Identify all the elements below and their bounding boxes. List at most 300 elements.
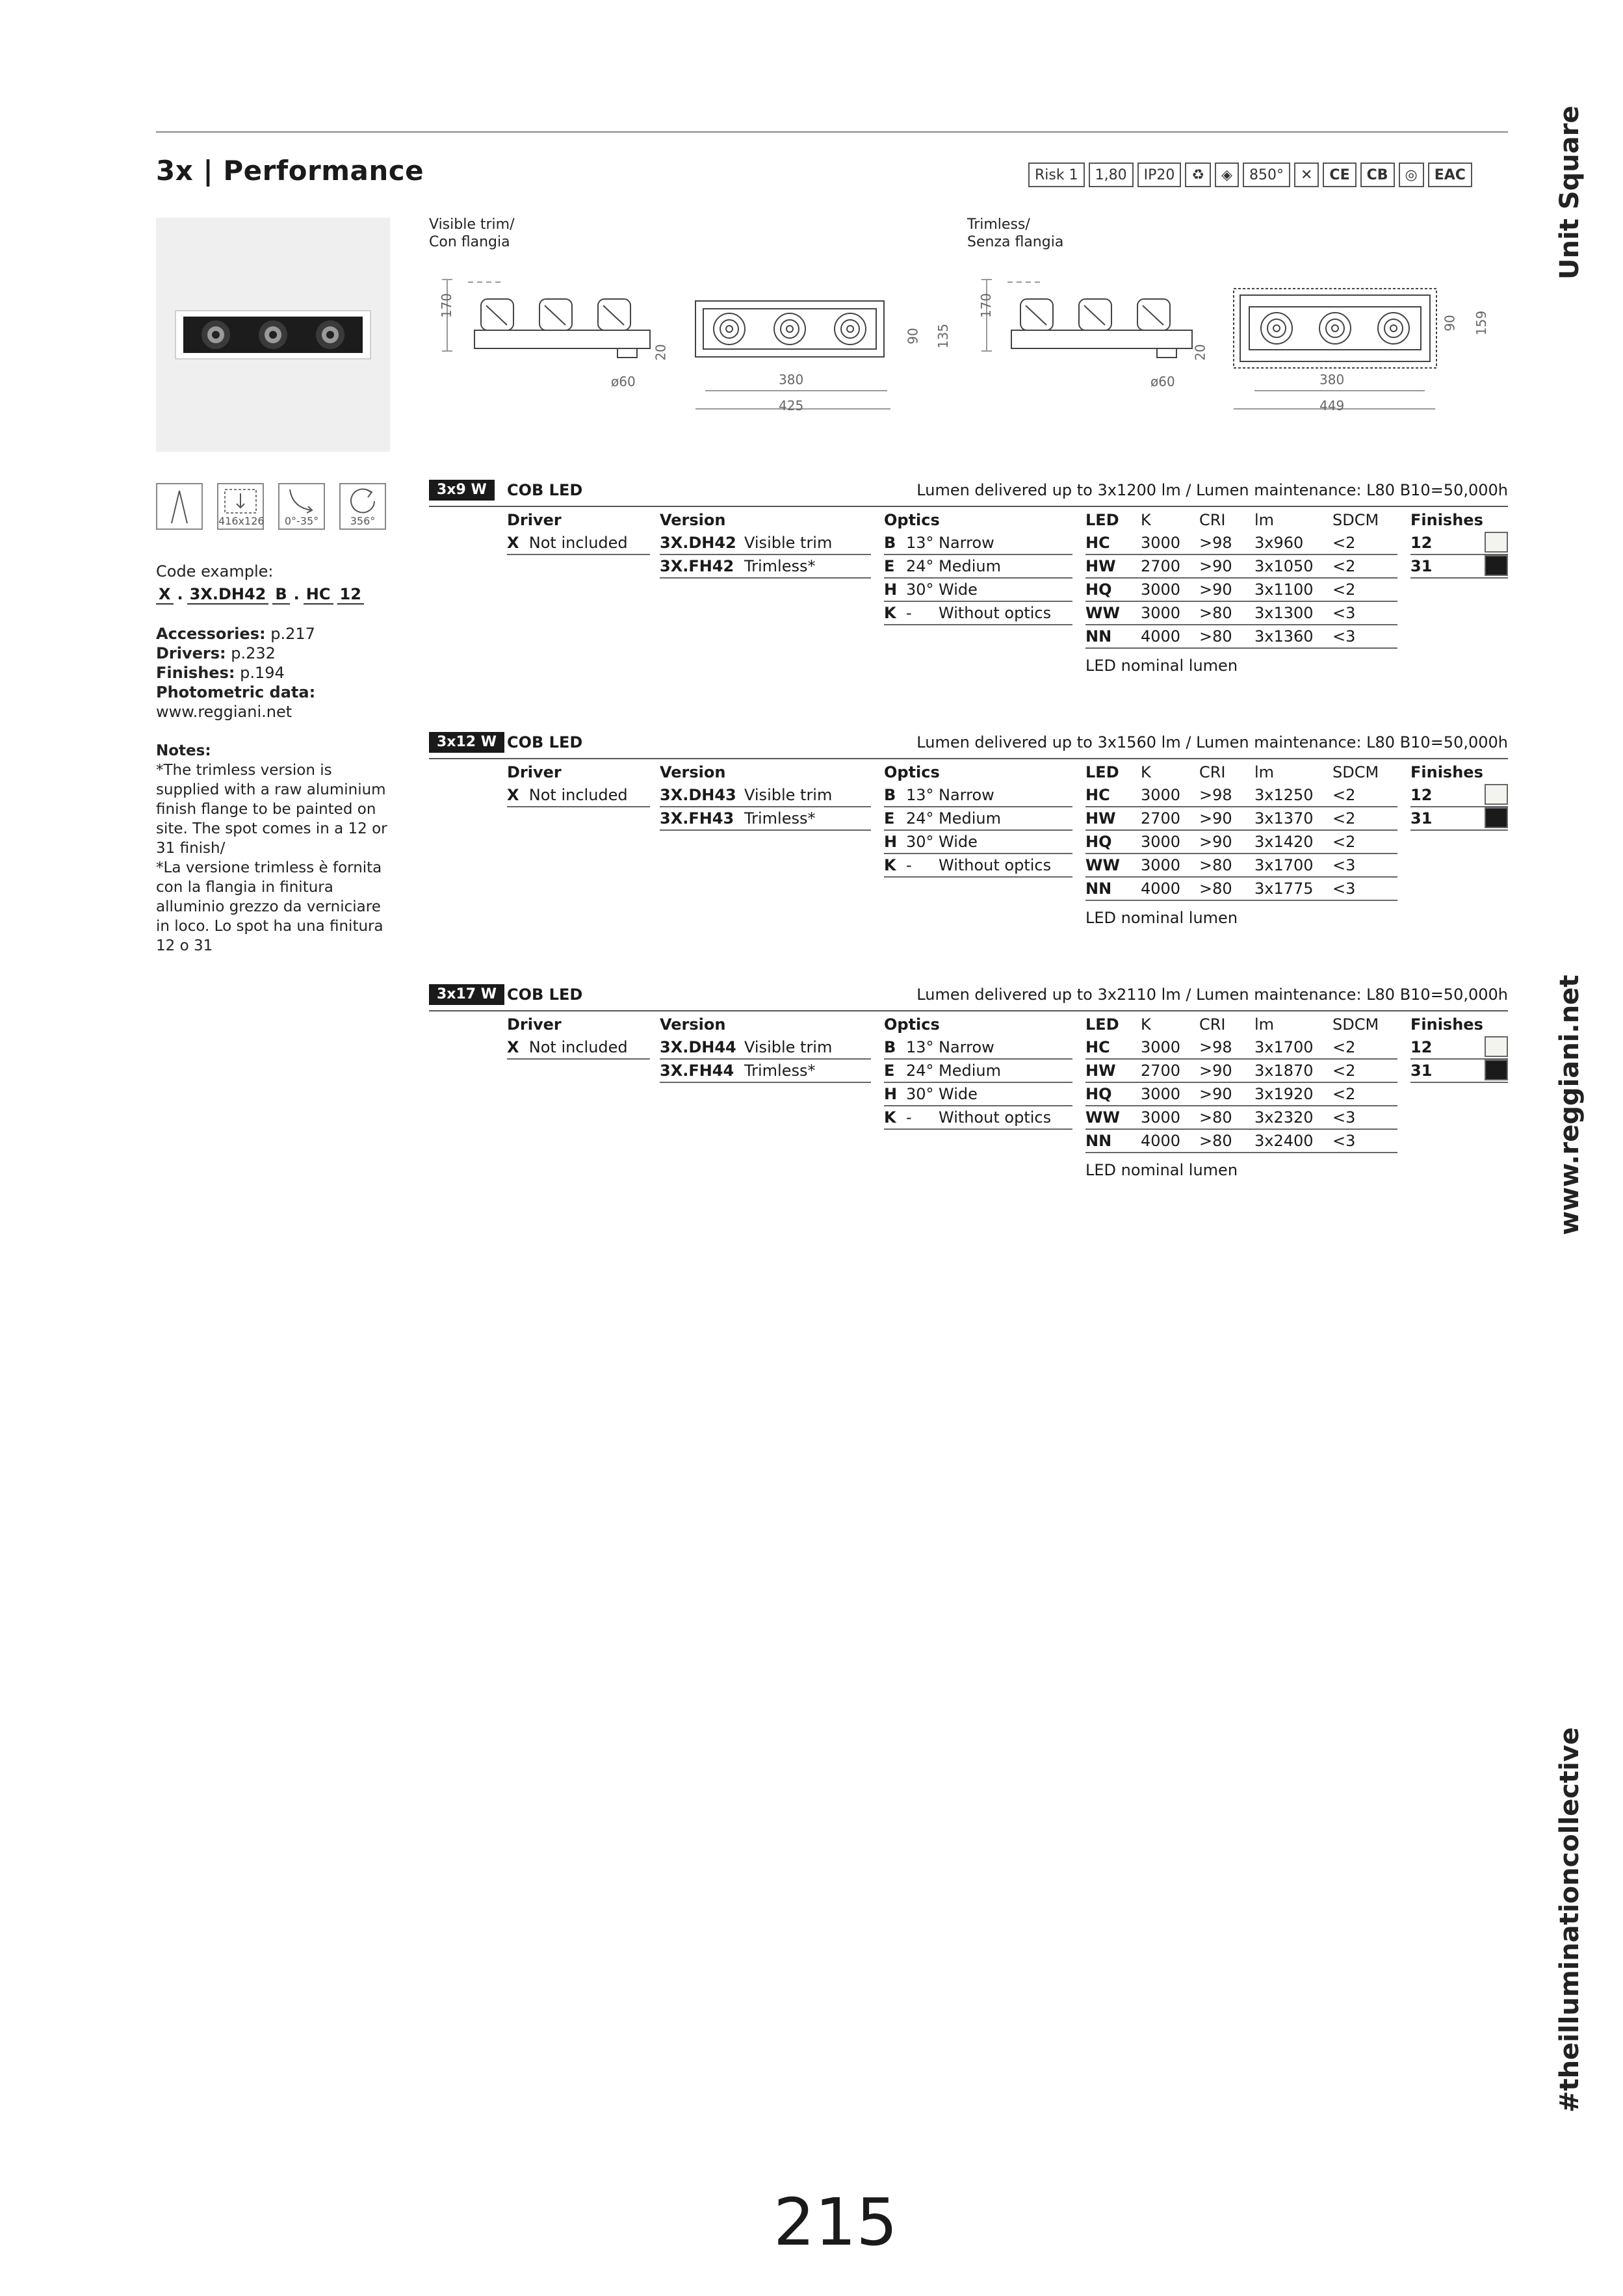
driver-row xyxy=(507,1036,650,1060)
finishes-column xyxy=(1410,1013,1508,1083)
drivers-page: p.232 xyxy=(226,644,276,662)
version-code: 3X.DH44 xyxy=(660,1038,736,1056)
led-lm: 3x2320 xyxy=(1254,1108,1314,1127)
optics-angle: 30° xyxy=(906,1085,934,1103)
led-lm: 3x1370 xyxy=(1254,809,1314,828)
version-label: Visible trim xyxy=(744,1038,833,1056)
finish-row xyxy=(1410,555,1508,579)
led-row xyxy=(1085,831,1397,854)
led-header-row xyxy=(1085,1013,1397,1036)
led-k: 3000 xyxy=(1141,786,1181,804)
led-lm: 3x1250 xyxy=(1254,786,1314,804)
side-url: www.reggiani.net xyxy=(1555,974,1585,1235)
optics-label: Without optics xyxy=(939,856,1052,874)
led-code: WW xyxy=(1085,1108,1120,1127)
sdcm-header: SDCM xyxy=(1332,763,1379,781)
version-code: 3X.FH43 xyxy=(660,809,734,828)
optics-code: E xyxy=(884,809,895,828)
optics-column xyxy=(884,761,1072,878)
cri-header: CRI xyxy=(1199,511,1226,529)
references xyxy=(156,624,315,722)
led-k: 3000 xyxy=(1141,534,1181,552)
version-row xyxy=(660,784,871,807)
product-block xyxy=(429,732,1508,927)
t-dim-380: 380 xyxy=(1319,372,1345,387)
led-code: NN xyxy=(1085,1132,1112,1150)
optics-row xyxy=(884,1083,1072,1106)
led-nominal-note: LED nominal lumen xyxy=(1085,657,1238,675)
t-dim-20: 20 xyxy=(1192,344,1208,361)
optics-row xyxy=(884,1060,1072,1083)
led-code: HQ xyxy=(1085,581,1112,599)
optics-angle: 24° xyxy=(906,809,934,828)
finish-row xyxy=(1410,784,1508,807)
t-dim-159: 159 xyxy=(1474,310,1490,336)
v-dim-425: 425 xyxy=(779,398,804,413)
cob-led-label: COB LED xyxy=(507,985,583,1004)
finish-code: 12 xyxy=(1410,1038,1433,1056)
led-cri: >90 xyxy=(1199,833,1232,851)
wattage-badge: 3x12 W xyxy=(429,732,504,753)
t-dim-449: 449 xyxy=(1319,398,1345,413)
risk-icon: Risk 1 xyxy=(1028,163,1085,187)
product-block xyxy=(429,480,1508,675)
optics-angle: 13° xyxy=(906,786,934,804)
trimless-label xyxy=(967,216,1063,251)
version-column xyxy=(660,761,871,831)
finish-row xyxy=(1410,532,1508,555)
led-sdcm: <3 xyxy=(1332,627,1356,646)
led-header-row xyxy=(1085,761,1397,784)
finish-swatch xyxy=(1485,555,1508,576)
optics-row xyxy=(884,579,1072,602)
optics-angle: - xyxy=(906,856,912,874)
v-dim-135: 135 xyxy=(935,323,952,349)
k-header: K xyxy=(1141,1015,1151,1034)
finishes-ref xyxy=(156,663,315,683)
version-label: Trimless* xyxy=(744,557,816,575)
version-label: Visible trim xyxy=(744,786,833,804)
led-cri: >80 xyxy=(1199,604,1232,622)
lm-header: lm xyxy=(1254,511,1275,529)
code-example xyxy=(156,585,364,605)
version-code: 3X.FH44 xyxy=(660,1062,734,1080)
led-row xyxy=(1085,878,1397,901)
led-nominal-note: LED nominal lumen xyxy=(1085,1161,1238,1179)
led-row xyxy=(1085,1106,1397,1130)
photometric-ref xyxy=(156,683,315,702)
driver-code: X xyxy=(507,786,519,804)
tilt-caption: 0°-35° xyxy=(284,515,319,527)
finish-swatch xyxy=(1485,1036,1508,1057)
optics-label: Without optics xyxy=(939,604,1052,622)
led-lm: 3x1300 xyxy=(1254,604,1314,622)
led-cri: >90 xyxy=(1199,581,1232,599)
beam-icon xyxy=(156,483,203,530)
version-code: 3X.FH42 xyxy=(660,557,734,575)
drivers-ref xyxy=(156,644,315,663)
cri-header: CRI xyxy=(1199,763,1226,781)
cob-led-label: COB LED xyxy=(507,733,583,751)
optics-angle: 24° xyxy=(906,1062,934,1080)
v-dim-380: 380 xyxy=(779,372,804,387)
optics-code: H xyxy=(884,833,898,851)
driver-label: Not included xyxy=(528,1038,628,1056)
lumen-info: Lumen delivered up to 3x2110 lm / Lumen maintenance: L80 B10=50,000h xyxy=(916,985,1508,1004)
optics-code: H xyxy=(884,581,898,599)
cb-mark-icon: CB xyxy=(1360,163,1395,187)
led-k: 3000 xyxy=(1141,1038,1181,1056)
led-cri: >98 xyxy=(1199,1038,1232,1056)
trimless-label-it: Senza flangia xyxy=(967,234,1064,250)
lumen-info: Lumen delivered up to 3x1560 lm / Lumen maintenance: L80 B10=50,000h xyxy=(916,733,1508,751)
optics-code: K xyxy=(884,604,896,622)
top-rule xyxy=(156,131,1508,133)
version-code: 3X.DH42 xyxy=(660,534,736,552)
led-lm: 3x1100 xyxy=(1254,581,1314,599)
led-code: NN xyxy=(1085,880,1112,898)
led-nominal-note: LED nominal lumen xyxy=(1085,909,1238,927)
accessories-page: p.217 xyxy=(265,625,315,643)
k-header: K xyxy=(1141,511,1151,529)
led-code: HQ xyxy=(1085,833,1112,851)
version-row xyxy=(660,555,871,579)
optics-angle: - xyxy=(906,1108,912,1127)
driver-label: Not included xyxy=(528,534,628,552)
page-number: 215 xyxy=(773,2184,898,2260)
led-row xyxy=(1085,555,1397,579)
optics-row xyxy=(884,831,1072,854)
led-row xyxy=(1085,602,1397,625)
led-lm: 3x960 xyxy=(1254,534,1304,552)
version-header: Version xyxy=(660,1015,726,1034)
t-dim-line-380 xyxy=(1254,390,1425,391)
rohs-icon: ◎ xyxy=(1399,163,1424,187)
led-code: HW xyxy=(1085,1062,1116,1080)
no-insulation-icon: ✕ xyxy=(1294,163,1319,187)
finishes-header: Finishes xyxy=(1410,511,1483,529)
block-header xyxy=(429,732,1508,759)
led-cri: >80 xyxy=(1199,1108,1232,1127)
lm-header: lm xyxy=(1254,1015,1275,1034)
led-sdcm: <2 xyxy=(1332,1062,1356,1080)
optics-header: Optics xyxy=(884,763,940,781)
t-dim-170: 170 xyxy=(978,293,994,319)
led-k: 3000 xyxy=(1141,856,1181,874)
led-k: 3000 xyxy=(1141,581,1181,599)
driver-code: X xyxy=(507,1038,519,1056)
led-k: 4000 xyxy=(1141,627,1181,646)
optics-row xyxy=(884,807,1072,831)
finish-row xyxy=(1410,1060,1508,1083)
led-lm: 3x1050 xyxy=(1254,557,1314,575)
optics-code: B xyxy=(884,534,896,552)
led-header: LED xyxy=(1085,763,1119,781)
driver-column xyxy=(507,1013,650,1060)
led-sdcm: <2 xyxy=(1332,1085,1356,1103)
finish-code: 31 xyxy=(1410,557,1433,575)
code-part-driver: X xyxy=(156,585,174,605)
driver-header: Driver xyxy=(507,763,562,781)
notes-en: *The trimless version is supplied with a raw aluminium finish flange to be painted on site. The spot comes in a 12 or 31 finish/ xyxy=(156,762,387,857)
optics-angle: 30° xyxy=(906,833,934,851)
led-lm: 3x1420 xyxy=(1254,833,1314,851)
version-header: Version xyxy=(660,511,726,529)
led-cri: >80 xyxy=(1199,880,1232,898)
led-lm: 3x1360 xyxy=(1254,627,1314,646)
code-part-optics: B xyxy=(272,585,289,605)
t-dim-90: 90 xyxy=(1442,315,1458,332)
product-block xyxy=(429,984,1508,1179)
led-row xyxy=(1085,625,1397,649)
cutout-icon xyxy=(217,483,264,530)
optics-label: Narrow xyxy=(939,1038,994,1056)
version-label: Visible trim xyxy=(744,534,833,552)
k-header: K xyxy=(1141,763,1151,781)
finishes-header: Finishes xyxy=(1410,1015,1483,1034)
optics-code: E xyxy=(884,1062,895,1080)
finish-code: 31 xyxy=(1410,1062,1433,1080)
optics-row xyxy=(884,1106,1072,1130)
product-image xyxy=(156,218,390,452)
optics-label: Medium xyxy=(939,557,1001,575)
finish-code: 31 xyxy=(1410,809,1433,828)
led-row xyxy=(1085,579,1397,602)
version-row xyxy=(660,1036,871,1060)
visible-trim-label xyxy=(429,216,514,251)
lm-header: lm xyxy=(1254,763,1275,781)
notes-title: Notes: xyxy=(156,742,211,759)
finishes-label: Finishes: xyxy=(156,664,235,682)
driver-code: X xyxy=(507,534,519,552)
led-row xyxy=(1085,1083,1397,1106)
led-sdcm: <3 xyxy=(1332,1132,1356,1150)
optics-label: Without optics xyxy=(939,1108,1052,1127)
optics-angle: 30° xyxy=(906,581,934,599)
optics-code: B xyxy=(884,786,896,804)
optics-label: Wide xyxy=(939,833,978,851)
optics-row xyxy=(884,1036,1072,1060)
accessories-label: Accessories: xyxy=(156,625,266,643)
rotate-caption: 356° xyxy=(350,515,376,527)
visible-trim-label-it: Con flangia xyxy=(429,234,510,250)
led-cri: >98 xyxy=(1199,534,1232,552)
v-dim-20: 20 xyxy=(653,344,669,361)
optics-label: Narrow xyxy=(939,534,994,552)
led-k: 3000 xyxy=(1141,1108,1181,1127)
led-lm: 3x1870 xyxy=(1254,1062,1314,1080)
rotate-icon xyxy=(339,483,386,530)
finish-swatch xyxy=(1485,1060,1508,1080)
finishes-page: p.194 xyxy=(235,664,285,682)
drivers-label: Drivers: xyxy=(156,644,226,662)
led-row xyxy=(1085,1130,1397,1153)
optics-angle: 13° xyxy=(906,1038,934,1056)
optics-row xyxy=(884,602,1072,625)
led-k: 3000 xyxy=(1141,1085,1181,1103)
cutout-caption: 416x126 xyxy=(218,515,265,527)
led-row xyxy=(1085,532,1397,555)
led-k: 2700 xyxy=(1141,809,1181,828)
optics-angle: 24° xyxy=(906,557,934,575)
led-sdcm: <3 xyxy=(1332,604,1356,622)
led-code: HC xyxy=(1085,786,1110,804)
led-sdcm: <2 xyxy=(1332,1038,1356,1056)
side-section-title: Unit Square xyxy=(1555,105,1585,280)
optics-code: E xyxy=(884,557,895,575)
led-cri: >90 xyxy=(1199,1062,1232,1080)
led-sdcm: <2 xyxy=(1332,833,1356,851)
code-part-finish: 12 xyxy=(337,585,364,605)
led-k: 4000 xyxy=(1141,1132,1181,1150)
driver-row xyxy=(507,532,650,555)
finish-row xyxy=(1410,1036,1508,1060)
led-lm: 3x1700 xyxy=(1254,856,1314,874)
version-label: Trimless* xyxy=(744,809,816,828)
v-dim-90: 90 xyxy=(905,328,921,345)
led-code: NN xyxy=(1085,627,1112,646)
version-column xyxy=(660,1013,871,1083)
version-row xyxy=(660,532,871,555)
version-header: Version xyxy=(660,763,726,781)
finish-code: 12 xyxy=(1410,786,1433,804)
glow-wire-icon: 850° xyxy=(1243,163,1290,187)
version-label: Trimless* xyxy=(744,1062,816,1080)
led-code: WW xyxy=(1085,604,1120,622)
version-row xyxy=(660,807,871,831)
code-part-led: HC xyxy=(304,585,333,605)
recycle-icon: ♻ xyxy=(1185,163,1211,187)
code-example-label: Code example: xyxy=(156,562,274,581)
optics-angle: 13° xyxy=(906,534,934,552)
led-header: LED xyxy=(1085,1015,1119,1034)
led-row xyxy=(1085,854,1397,878)
code-part-version: 3X.DH42 xyxy=(187,585,269,605)
optics-column xyxy=(884,1013,1072,1130)
led-sdcm: <3 xyxy=(1332,856,1356,874)
led-code: HW xyxy=(1085,557,1116,575)
finish-swatch xyxy=(1485,532,1508,553)
led-code: HQ xyxy=(1085,1085,1112,1103)
led-sdcm: <2 xyxy=(1332,809,1356,828)
led-cri: >98 xyxy=(1199,786,1232,804)
optics-code: H xyxy=(884,1085,898,1103)
optics-code: B xyxy=(884,1038,896,1056)
finishes-column xyxy=(1410,761,1508,831)
driver-column xyxy=(507,761,650,807)
code-dot-2: . xyxy=(293,585,300,603)
led-table xyxy=(1085,508,1397,675)
notes xyxy=(156,741,396,956)
finish-swatch xyxy=(1485,784,1508,805)
led-row xyxy=(1085,784,1397,807)
accessories-ref xyxy=(156,624,315,644)
block-header xyxy=(429,480,1508,507)
led-k: 3000 xyxy=(1141,833,1181,851)
led-cri: >80 xyxy=(1199,627,1232,646)
wattage-badge: 3x17 W xyxy=(429,984,504,1005)
t-dim-d60: ø60 xyxy=(1150,374,1175,389)
wattage-badge: 3x9 W xyxy=(429,480,495,501)
led-code: HC xyxy=(1085,1038,1110,1056)
optics-code: K xyxy=(884,856,896,874)
led-cri: >80 xyxy=(1199,856,1232,874)
led-sdcm: <3 xyxy=(1332,1108,1356,1127)
driver-header: Driver xyxy=(507,511,562,529)
led-sdcm: <2 xyxy=(1332,786,1356,804)
led-sdcm: <2 xyxy=(1332,581,1356,599)
page-title: 3x | Performance xyxy=(156,155,424,187)
led-sdcm: <2 xyxy=(1332,557,1356,575)
led-k: 2700 xyxy=(1141,557,1181,575)
led-cri: >90 xyxy=(1199,557,1232,575)
led-table xyxy=(1085,1013,1397,1179)
v-dim-line-380 xyxy=(705,390,887,391)
optics-label: Wide xyxy=(939,581,978,599)
led-sdcm: <2 xyxy=(1332,534,1356,552)
led-lm: 3x1700 xyxy=(1254,1038,1314,1056)
optics-row xyxy=(884,555,1072,579)
lumen-info: Lumen delivered up to 3x1200 lm / Lumen maintenance: L80 B10=50,000h xyxy=(916,481,1508,499)
feature-icons xyxy=(156,483,386,530)
led-lm: 3x2400 xyxy=(1254,1132,1314,1150)
side-hashtag: #theilluminationcollective xyxy=(1555,1727,1585,2113)
optics-row xyxy=(884,784,1072,807)
ce-mark-icon: CE xyxy=(1323,163,1356,187)
ip-rating-icon: IP20 xyxy=(1137,163,1182,187)
finishes-header: Finishes xyxy=(1410,763,1483,781)
led-code: HW xyxy=(1085,809,1116,828)
photometric-link[interactable]: www.reggiani.net xyxy=(156,703,292,721)
led-code: WW xyxy=(1085,856,1120,874)
v-dim-d60: ø60 xyxy=(611,374,636,389)
notes-it: *La versione trimless è fornita con la flangia in finitura alluminio grezzo da verniciare in loco. Lo spot ha una finitura 12 o 31 xyxy=(156,859,383,954)
led-k: 2700 xyxy=(1141,1062,1181,1080)
driver-label: Not included xyxy=(528,786,628,804)
class-icon: ◈ xyxy=(1215,163,1239,187)
led-row xyxy=(1085,807,1397,831)
trimless-label-en: Trimless/ xyxy=(967,216,1030,233)
optics-column xyxy=(884,508,1072,625)
driver-column xyxy=(507,508,650,555)
led-header: LED xyxy=(1085,511,1119,529)
eac-mark-icon: EAC xyxy=(1428,163,1472,187)
finishes-column xyxy=(1410,508,1508,579)
led-cri: >80 xyxy=(1199,1132,1232,1150)
led-cri: >90 xyxy=(1199,1085,1232,1103)
led-sdcm: <3 xyxy=(1332,880,1356,898)
finish-row xyxy=(1410,807,1508,831)
optics-label: Medium xyxy=(939,809,1001,828)
led-header-row xyxy=(1085,508,1397,532)
finish-code: 12 xyxy=(1410,534,1433,552)
version-column xyxy=(660,508,871,579)
led-cri: >90 xyxy=(1199,809,1232,828)
optics-row xyxy=(884,854,1072,878)
led-code: HC xyxy=(1085,534,1110,552)
sdcm-header: SDCM xyxy=(1332,511,1379,529)
led-table xyxy=(1085,761,1397,927)
led-row xyxy=(1085,1036,1397,1060)
optics-label: Narrow xyxy=(939,786,994,804)
visible-trim-label-en: Visible trim/ xyxy=(429,216,515,233)
led-lm: 3x1920 xyxy=(1254,1085,1314,1103)
certification-icons xyxy=(1028,163,1472,187)
photometric-label: Photometric data: xyxy=(156,683,316,701)
version-row xyxy=(660,1060,871,1083)
tilt-icon xyxy=(278,483,325,530)
driver-row xyxy=(507,784,650,807)
